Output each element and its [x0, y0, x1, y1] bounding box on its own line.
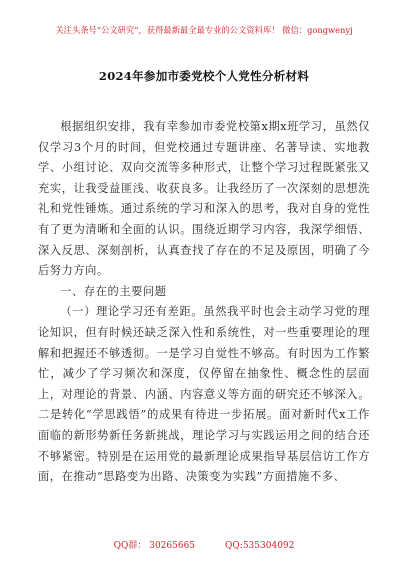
qq-group: QQ群： 30265665: [113, 541, 196, 551]
qq-number: QQ:535304092: [225, 541, 295, 551]
intro-paragraph: 根据组织安排，我有幸参加市委党校第x期x班学习，虽然仅仅学习3个月的时间，但党校通过专题讲座、名著导读、实地教学、小组讨论、双向交流等多种形式，让整个学习过程既紧张又充实，让我受益匪浅、收获良多。让我经历了一次深刻的思想洗礼和党性锤炼。通过系统的学习和深入的思考，我对自身的党性有了更为清晰和全面的认识。围绕近期学习内容，我深学细悟、深入反思、深刻剖析，认真查找了存在的不足及原因，明确了今后努力方向。: [38, 120, 370, 278]
section-heading: 一、存在的主要问题: [60, 284, 167, 298]
footer-contact: [0, 538, 408, 551]
point-1-paragraph: （一）理论学习还有差距。虽然我平时也会主动学习党的理论知识，但有时候还缺乏深入性和系统性，对一些重要理论的理解和把握还不够透彻。一是学习自觉性不够高。有时因为工作繁忙，减少了学习频次和深度，仅停留在抽象性、概念性的层面上，对理论的背景、内涵、内容意义等方面的研究还不够深入。二是转化“学思践悟”的成果有待进一步拓展。面对新时代x工作面临的新形势新任务新挑战，理论学习与实践运用之间的结合还不够紧密。特别是在运用党的最新理论成果指导基层信访工作方面，在推动“思路变为出路、决策变为实践”方面措施不多、: [38, 305, 370, 484]
document-title: 2024年参加市委党校个人党性分析材料: [98, 69, 310, 83]
document-body: [38, 117, 370, 488]
header-notice: 关注头条号“公文研究”，获得最新最全最专业的公文资料库！ 微信：gongwenyj: [55, 25, 353, 35]
